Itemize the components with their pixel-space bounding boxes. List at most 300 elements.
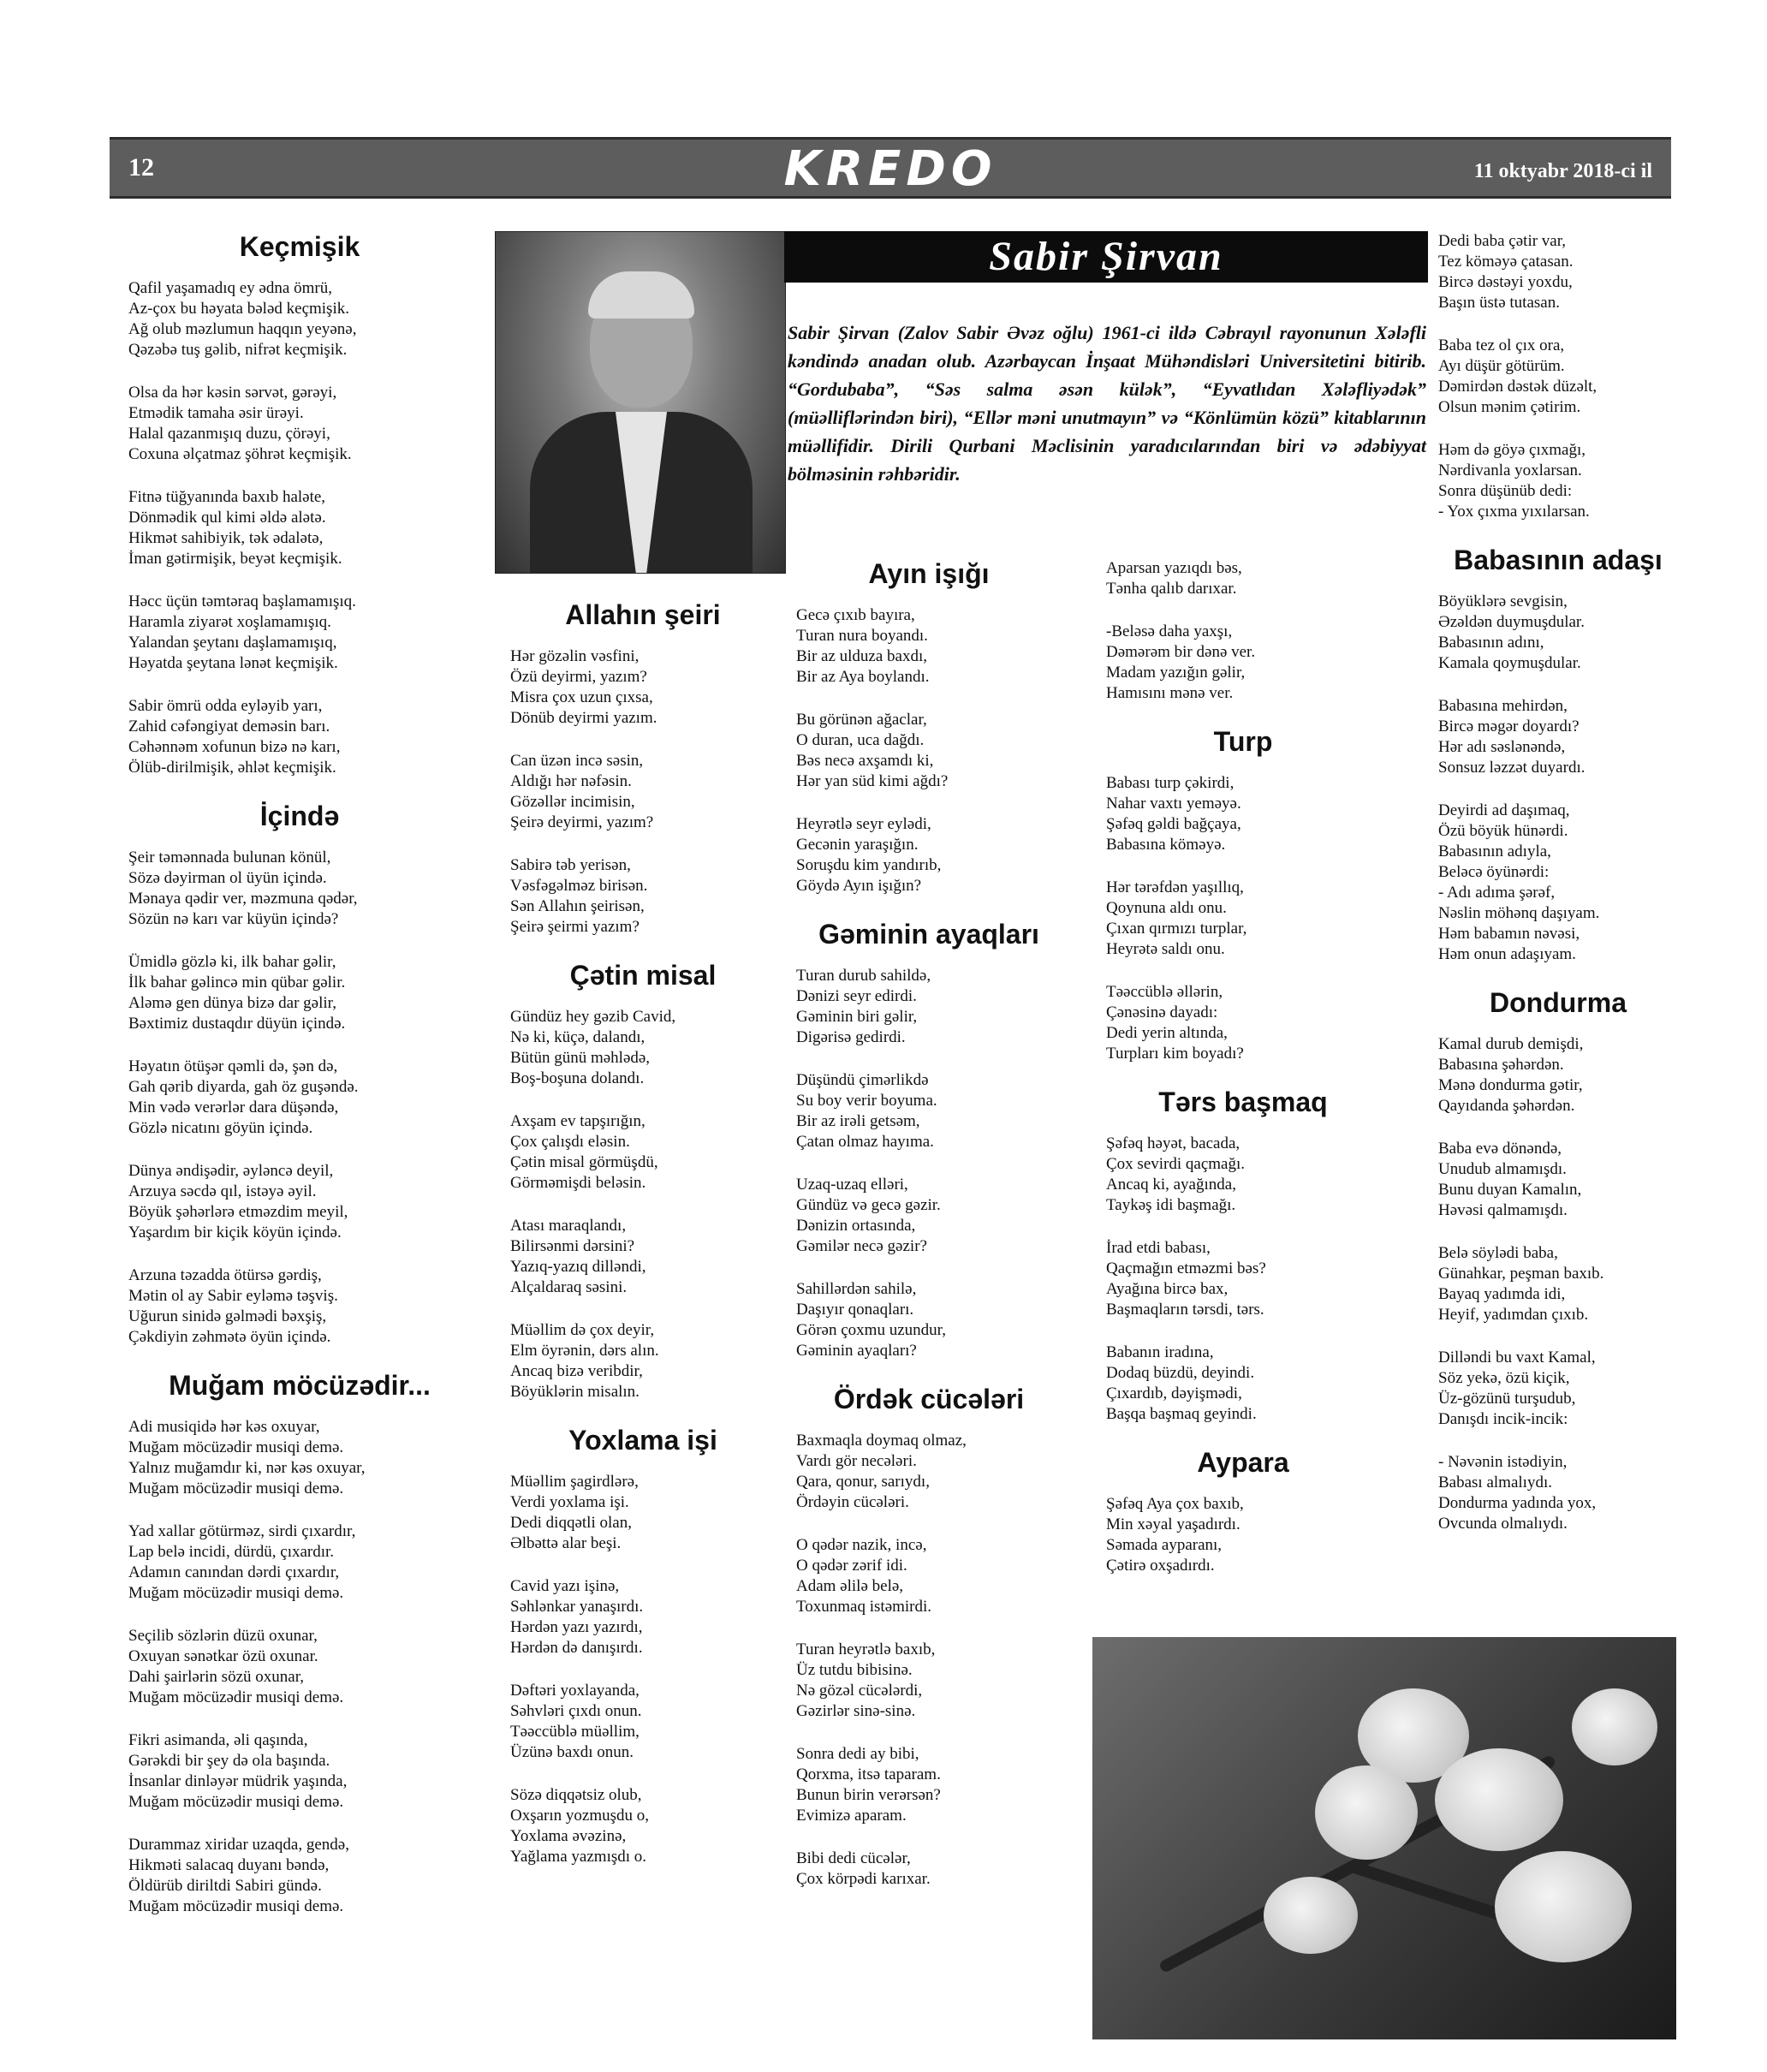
poem-line: Əzəldən duymuşdular. [1438,613,1585,631]
poem-line: Dondurma yadında yox, [1438,1494,1597,1512]
stanza [796,710,1062,792]
poem-title: Çətin misal [569,960,717,991]
poem-line: Səmada ayparanı, [1106,1536,1223,1554]
poem-line: Hər gözəlin vəsfini, [510,647,640,665]
poem-line: Muğam möcüzədir musiqi demə. [128,1584,344,1602]
poem-line: Sahillərdən sahilə, [796,1280,917,1298]
newspaper-logo: KREDO [783,141,997,197]
poem-line: Ümidlə gözlə ki, ilk bahar gəlir, [128,953,336,971]
poem-line: Ölüb-dirilmişik, əhlət keçmişik. [128,759,336,777]
poem-line: Kamala qoymuşdular. [1438,654,1581,672]
poem-cetir [1438,231,1678,522]
poem-line: Min vədə verərlər dara düşəndə, [128,1099,339,1116]
stanza [510,751,776,833]
stanza [1106,558,1380,599]
poem-line: Əlbəttə alar beşi. [510,1534,622,1552]
poem-line: Bu görünən ağaclar, [796,711,927,729]
poem-line: Lap belə incidi, dürdü, çıxardır. [128,1543,335,1561]
stanza [128,487,471,569]
poem-line: Danışdı incik-incik: [1438,1410,1568,1428]
stanza [128,1161,471,1243]
stanza [510,1472,776,1554]
poem-line: Babasına köməyə. [1106,836,1226,854]
poem-line: Unudub almamışdı. [1438,1160,1567,1178]
poem-line: - Adı adıma şərəf, [1438,884,1556,902]
poem-line: Nə gözəl cücələrdi, [796,1682,923,1700]
column-2 [510,599,776,1890]
poem-line: Çətin misal görmüşdü, [510,1153,658,1171]
poem-aypara [1106,1447,1380,1576]
poem-line: Dəftəri yoxlayanda, [510,1682,640,1700]
poem-line: Çıxan qırmızı turplar, [1106,920,1247,938]
column-3 [796,558,1062,1912]
poem-line: Beləcə öyünərdi: [1438,863,1550,881]
poem-line: Bircə məgər doyardı? [1438,717,1580,735]
poem-line: Dənizin ortasında, [796,1217,916,1235]
poem-line: Üz tutdu bibisinə. [796,1661,913,1679]
poem-line: Sonra dedi ay bibi, [796,1745,919,1763]
poem-line: Çox sevirdi qaçmağı. [1106,1155,1245,1173]
stanza [796,1070,1062,1152]
poem-line: Qoynuna aldı onu. [1106,899,1227,917]
stanza [128,1521,471,1604]
poem-line: Alçaldaraq səsini. [510,1278,628,1296]
poem-title: Turp [1213,726,1273,757]
stanza [796,1640,1062,1722]
poem-line: Muğam möcüzədir musiqi demə. [128,1480,344,1497]
poem-line: Gəminin biri gəlir, [796,1008,918,1026]
poem-line: Sonsuz ləzzət duyardı. [1438,759,1586,777]
poem-line: Dedi baba çətir var, [1438,232,1567,250]
stanza [510,1576,776,1658]
poem-line: Düşündü çimərlikdə [796,1071,929,1089]
poem-line: Heyrətlə seyr eylədi, [796,815,931,833]
poem-line: Nə ki, küçə, dalandı, [510,1028,646,1046]
stanza [1106,1238,1380,1320]
poem-line: Böyük şəhərlərə etməzdim meyil, [128,1203,348,1221]
stanza [510,1681,776,1763]
poem-line: Göydə Ayın işığın? [796,877,922,895]
poem-line: Nahar vaxtı yeməyə. [1106,795,1241,813]
poem-line: Aparsan yazıqdı bəs, [1106,559,1242,577]
poem-line: Yalnız muğamdır ki, nər kəs oxuyar, [128,1459,366,1477]
stanza [510,1216,776,1298]
poem-line: Başın üstə tutasan. [1438,294,1560,312]
poem-line: İrad etdi babası, [1106,1239,1211,1257]
stanza [1438,1348,1678,1430]
poem-line: Yaşardım bir kiçik köyün içində. [128,1224,342,1241]
poem-line: Muğam möcüzədir musiqi demə. [128,1793,344,1811]
poem-line: Taykəş idi başmağı. [1106,1196,1236,1214]
poem-line: Görməmişdi beləsin. [510,1174,646,1192]
poem-line: Çəkdiyin zəhmətə öyün içində. [128,1328,331,1346]
poem-line: Həcc üçün təmtəraq başlamamışıq. [128,592,356,610]
poem-line: - Nəvənin istədiyin, [1438,1453,1568,1471]
poem-dondurma [1438,987,1678,1534]
poem-line: Dodaq büzdü, deyindi. [1106,1364,1255,1382]
poem-line: Olsun mənim çətirim. [1438,398,1581,416]
poem-gemi [796,919,1062,1361]
stanza [1106,982,1380,1064]
poem-line: Sonra düşünüb dedi: [1438,482,1573,500]
poem-line: Həm babamın nəvəsi, [1438,925,1580,943]
poem-line: Gəmilər necə gəzir? [796,1237,927,1255]
poem-line: Qaçmağın etməzmi bəs? [1106,1259,1266,1277]
poem-line: Başqa başmaq geyindi. [1106,1405,1257,1423]
poem-line: Baba evə dönəndə, [1438,1140,1562,1158]
poem-line: Bəs necə axşamdı ki, [796,752,934,770]
poem-line: Turan heyrətlə baxıb, [796,1640,936,1658]
poem-line: Aləmə gen dünya bizə dar gəlir, [128,994,336,1012]
poem-line: Gəzirlər sinə-sinə. [796,1702,916,1720]
poem-line: Fitnə tüğyanında baxıb haləte, [128,488,326,506]
poem-line: Şeir təmənnada bulunan könül, [128,848,331,866]
poem-line: Dedi diqqətli olan, [510,1514,632,1532]
poem-cetin [510,960,776,1402]
poem-line: Özü böyük hünərdi. [1438,822,1568,840]
poem-line: Oxuyan sənətkar özü oxunar. [128,1647,318,1665]
poem-line: Muğam möcüzədir musiqi demə. [128,1438,344,1456]
poem-line: Mənə dondurma gətir, [1438,1076,1583,1094]
stanza [128,383,471,465]
stanza [128,696,471,778]
poem-line: Babasının adını, [1438,634,1544,652]
poem-title: Tərs başmaq [1158,1087,1328,1117]
poem-line: Aldığı hər nəfəsin. [510,772,632,790]
poem-title: Ördək cücələri [833,1384,1025,1414]
poem-line: Boş-boşuna dolandı. [510,1069,645,1087]
poem-line: Gündüz hey gəzib Cavid, [510,1008,676,1026]
poem-line: Böyüklərə sevgisin, [1438,592,1568,610]
poem-line: Gah qərib diyarda, gah öz guşəndə. [128,1078,359,1096]
poem-line: Muğam möcüzədir musiqi demə. [128,1897,344,1915]
poem-line: Həyatın ötüşər qəmli də, şən də, [128,1057,338,1075]
poem-title: Muğam möcüzədir... [169,1370,431,1401]
poem-line: Çox çalışdı eləsin. [510,1133,630,1151]
poem-line: Şeirə şeirmi yazım? [510,918,640,936]
poem-line: Misra çox uzun çıxsa, [510,688,653,706]
stanza [1106,1134,1380,1216]
poem-line: Min xəyal yaşadırdı. [1106,1515,1240,1533]
poem-line: Babasına şəhərdən. [1438,1056,1564,1074]
stanza [510,1785,776,1867]
poem-line: Dəmərəm bir dənə ver. [1106,643,1256,661]
stanza [128,278,471,360]
poem-line: İman gətirmişik, beyət keçmişik. [128,550,342,568]
stanza [128,592,471,674]
poem-line: Halal qazanmışıq duzu, çörəyi, [128,425,330,443]
poem-line: Verdi yoxlama işi. [510,1493,629,1511]
stanza [1438,696,1678,778]
poem-line: Öldürüb diriltdi Sabiri gündə. [128,1877,322,1895]
poem-allahin [510,599,776,938]
poem-line: Şəfəq həyət, bacada, [1106,1134,1240,1152]
poem-line: O qədər zərif idi. [796,1557,907,1575]
poem-line: Bunun birin verərsən? [796,1786,941,1804]
stanza [128,952,471,1034]
poem-line: Səhvləri çıxdı onun. [510,1702,642,1720]
stanza [128,1730,471,1813]
poem-line: Həm onun adaşıyam. [1438,945,1576,963]
stanza [1106,878,1380,960]
poem-line: Digərisə gedirdi. [796,1028,906,1046]
poem-line: Evimizə aparam. [796,1807,907,1825]
stanza [510,855,776,938]
poem-line: Yağlama yazmışdı o. [510,1848,647,1866]
poem-line: Özü deyirmi, yazım? [510,668,647,686]
column-1 [128,231,471,1939]
stanza [128,848,471,930]
poem-line: Vardı gör necələri. [796,1452,917,1470]
poem-line: Bir az Aya boylandı. [796,668,930,686]
poem-line: Etmədik tamaha əsir ürəyi. [128,404,304,422]
poem-line: Bir az irəli getsəm, [796,1112,920,1130]
poem-line: Ayağına bircə bax, [1106,1280,1229,1298]
poem-line: Dəmirdən dəstək düzəlt, [1438,378,1597,396]
poem-line: Atası maraqlandı, [510,1217,627,1235]
poem-line: Deyirdi ad daşımaq, [1438,801,1570,819]
poem-line: Belə söylədi baba, [1438,1244,1558,1262]
stanza [1438,1243,1678,1325]
poem-line: Babasının adıyla, [1438,842,1551,860]
stanza [796,966,1062,1048]
poem-line: O duran, uca dağdı. [796,731,925,749]
poem-line: Çətirə oxşadırdı. [1106,1557,1215,1575]
poem-line: Haramla ziyarət xoşlamamışıq. [128,613,331,631]
stanza [1438,592,1678,674]
poem-line: Az-çox bu həyata bələd keçmişik. [128,300,349,318]
poem-line: Yazıq-yazıq dilləndi, [510,1258,646,1276]
poem-ayin-cont [1106,558,1380,704]
poem-line: Bibi dedi cücələr, [796,1849,911,1867]
poem-line: Səhlənkar yanaşırdı. [510,1598,644,1616]
poem-kecmisik [128,231,471,778]
poem-line: Seçilib sözlərin düzü oxunar, [128,1627,318,1645]
poem-line: Üz-gözünü turşudub, [1438,1390,1576,1408]
poem-line: Həm də göyə çıxmağı, [1438,441,1586,459]
poem-line: Şeirə deyirmi, yazım? [510,813,654,831]
stanza [510,646,776,729]
stanza [1438,1139,1678,1221]
stanza [128,1835,471,1917]
poem-ters [1106,1087,1380,1425]
poem-line: Hər adı səslənəndə, [1438,738,1566,756]
poem-title: Babasının adaşı [1454,545,1663,575]
poem-line: Gəminin ayaqları? [796,1342,917,1360]
poem-line: Toxunmaq istəmirdi. [796,1598,932,1616]
stanza [796,1744,1062,1826]
poem-line: Daşıyır qonaqları. [796,1301,914,1319]
poem-ordek [796,1384,1062,1890]
poem-line: Qorxma, itsə taparam. [796,1765,941,1783]
poem-line: Sözə dəyirman ol üyün içində. [128,869,327,887]
poem-line: İnsanlar dinləyər müdrik yaşında, [128,1772,348,1790]
issue-date: 11 oktyabr 2018-ci il [1473,160,1652,182]
poem-line: Sabirə təb yerisən, [510,856,631,874]
poem-line: Sən Allahın şeirisən, [510,897,645,915]
poem-line: Durammaz xiridar uzaqda, gendə, [128,1836,349,1854]
poem-turp [1106,726,1380,1064]
poem-line: Yoxlama əvəzinə, [510,1827,627,1845]
poem-line: Gündüz və gecə gəzir. [796,1196,941,1214]
poem-line: Qayıdanda şəhərdən. [1438,1097,1575,1115]
poem-line: Söz yekə, özü kiçik, [1438,1369,1570,1387]
poem-line: Soruşdu kim yandırıb, [796,856,942,874]
author-name-banner: Sabir Şirvan [784,231,1428,283]
poem-line: Həyatda şeytana lənət keçmişik. [128,654,338,672]
poem-line: Vəsfəgəlməz birisən. [510,877,648,895]
stanza [796,1279,1062,1361]
poem-line: Turan nura boyandı. [796,627,928,645]
poem-line: Fikri asimanda, əli qaşında, [128,1731,308,1749]
poem-line: Uzaq-uzaq elləri, [796,1176,908,1194]
poem-mugam [128,1370,471,1917]
author-photo [495,231,786,574]
poem-line: -Beləsə daha yaxşı, [1106,622,1233,640]
poem-line: Bunu duyan Kamalın, [1438,1181,1582,1199]
column-5 [1438,231,1678,1557]
poem-line: Təəccüblə əllərin, [1106,983,1223,1001]
poem-title: Gəminin ayaqları [818,919,1039,950]
poem-line: Bütün günü məhlədə, [510,1049,651,1067]
stanza [1106,622,1380,704]
poem-line: Çatan olmaz hayıma. [796,1133,934,1151]
stanza [128,1626,471,1708]
masthead [110,137,1671,199]
poem-title: Keçmişik [239,231,360,262]
poem-line: Mənaya qədir ver, məzmuna qədər, [128,890,358,908]
stanza [128,1265,471,1348]
poem-line: Gərəkdi bir şey də ola başında. [128,1752,330,1770]
poem-line: Olsa da hər kəsin sərvət, gərəyi, [128,384,337,402]
poem-line: Arzuya səcdə qıl, istəyə əyil. [128,1182,317,1200]
poem-line: Dönmədik qul kimi əldə alətə. [128,509,326,527]
poem-line: Həvəsi qalmamışdı. [1438,1201,1568,1219]
poem-line: Dahi şairlərin sözü oxunar, [128,1668,305,1686]
poem-line: Çıxardıb, dəyişmədi, [1106,1384,1242,1402]
poem-line: İlk bahar gəlincə min qübar gəlir. [128,973,346,991]
stanza [1438,801,1678,965]
poem-ayin [796,558,1062,896]
poem-line: Adam əlilə belə, [796,1577,904,1595]
poem-line: Günahkar, peşman baxıb. [1438,1265,1604,1283]
poem-line: Muğam möcüzədir musiqi demə. [128,1688,344,1706]
poem-line: Arzuna təzadda ötürsə gərdiş, [128,1266,322,1284]
poem-title: Yoxlama işi [568,1425,717,1456]
poem-line: Uğurun sinidə gəlmədi bəxşiş, [128,1307,327,1325]
poem-line: Bir az ulduza baxdı, [796,647,928,665]
stanza [128,1417,471,1499]
poem-line: Gecənin yaraşığın. [796,836,919,854]
poem-line: Ovcunda olmalıydı. [1438,1515,1568,1533]
poem-line: Sabir ömrü odda eyləyib yarı, [128,697,323,715]
poem-line: Cəhənnəm xofunun bizə nə karı, [128,738,341,756]
stanza [510,1320,776,1402]
flower-photo [1092,1637,1676,2039]
poem-line: Sözə diqqətsiz olub, [510,1786,642,1804]
poem-line: Hərdən də danışırdı. [510,1639,643,1657]
stanza [796,814,1062,896]
poem-line: - Yox çıxma yıxılarsan. [1438,503,1590,521]
stanza [1438,440,1678,522]
poem-line: Qafil yaşamadıq ey ədna ömrü, [128,279,332,297]
stanza [796,1849,1062,1890]
column-4 [1106,558,1380,1599]
poem-line: Hamısını mənə ver. [1106,684,1234,702]
poem-line: Dedi yerin altında, [1106,1024,1228,1042]
poem-line: Turpları kim boyadı? [1106,1045,1244,1063]
poem-line: Tənha qalıb darıxar. [1106,580,1237,598]
poem-line: Gözəllər incimisin, [510,793,635,811]
poem-line: Qara, qonur, sarıydı, [796,1473,930,1491]
poem-line: Sözün nə karı var küyün içində? [128,910,339,928]
poem-line: Mətin ol ay Sabir eyləmə təşviş. [128,1287,338,1305]
poem-line: Su boy verir boyuma. [796,1092,937,1110]
poem-icinde [128,801,471,1348]
poem-line: Tez köməyə çatasan. [1438,253,1574,271]
stanza [510,1111,776,1194]
poem-line: Axşam ev tapşırığın, [510,1112,646,1130]
poem-line: Adamın canından dərdi çıxardır, [128,1563,340,1581]
poem-line: Elm öyrənin, dərs alın. [510,1342,659,1360]
poem-line: Coxuna əlçatmaz şöhrət keçmişik. [128,445,352,463]
poem-line: Yalandan şeytanı daşlamamışıq, [128,634,337,652]
author-bio: Sabir Şirvan (Zalov Sabir Əvəz oğlu) 1961-ci ildə Cəbrayıl rayonunun Xələfli kəndində anadan olub. Azərbaycan İnşaat Mühəndisləri Universitetini bitirib. “Gordubaba”, “Səs salma əsən külək”, “Eyvatlıdan Xələfliyədək” (müəlliflərindən biri), “Ellər məni unutmayın” və “Könlümün közü” kitablarının müəllifidir. Dirili Qurbani Məclisinin yaradıcılarından biri və ədəbiyyat bölməsinin rəhbəridir. [788,322,1426,485]
page-number: 12 [128,153,154,182]
poem-line: Zahid cəfəngiyat deməsin barı. [128,717,330,735]
poem-line: Heyif, yadımdan çıxıb. [1438,1306,1589,1324]
poem-line: Çənəsinə dayadı: [1106,1003,1218,1021]
poem-line: Üzünə baxdı onun. [510,1743,634,1761]
poem-line: Ancaq bizə veribdir, [510,1362,643,1380]
poem-line: Adi musiqidə hər kəs oxuyar, [128,1418,320,1436]
poem-line: Bəxtimiz dustaqdır düyün içində. [128,1015,346,1033]
poem-line: Ayı düşür götürüm. [1438,357,1565,375]
poem-line: Hikməti salacaq duyanı bəndə, [128,1856,330,1874]
stanza [1438,1034,1678,1116]
poem-title: Allahın şeiri [565,599,721,630]
poem-line: Nərdivanla yoxlarsan. [1438,461,1582,479]
poem-line: Təəccüblə müəllim, [510,1723,640,1741]
poem-line: Oxşarın yozmuşdu o, [510,1807,650,1825]
stanza [1106,1494,1380,1576]
poem-line: Baba tez ol çıx ora, [1438,336,1565,354]
poem-line: Dilləndi bu vaxt Kamal, [1438,1349,1596,1366]
poem-yoxlama [510,1425,776,1867]
poem-title: Aypara [1197,1447,1289,1478]
stanza [128,1057,471,1139]
poem-line: Bilirsənmi dərsini? [510,1237,635,1255]
poem-babasinin [1438,545,1678,965]
stanza [796,605,1062,688]
poem-line: Hər tərəfdən yaşıllıq, [1106,878,1244,896]
poem-line: Can üzən incə səsin, [510,752,644,770]
poem-line: Madam yazığın gəlir, [1106,664,1246,682]
poem-line: Baxmaqla doymaq olmaz, [796,1432,967,1450]
poem-line: Babası turp çəkirdi, [1106,774,1235,792]
poem-line: Ağ olub məzlumun haqqın yeyənə, [128,320,357,338]
poem-line: Gözlə nicatını göyün içində. [128,1119,313,1137]
poem-line: Ancaq ki, ayağında, [1106,1176,1236,1194]
poem-line: Babasına mehirdən, [1438,697,1568,715]
poem-line: Görən çoxmu uzundur, [796,1321,946,1339]
poem-line: Heyrətə saldı onu. [1106,940,1225,958]
poem-line: O qədər nazik, incə, [796,1536,927,1554]
poem-line: Dönüb deyirmi yazım. [510,709,657,727]
poem-line: Dənizi seyr edirdi. [796,987,917,1005]
poem-line: Ördəyin cücələri. [796,1493,909,1511]
poem-line: Müəllim şagirdlərə, [510,1473,639,1491]
